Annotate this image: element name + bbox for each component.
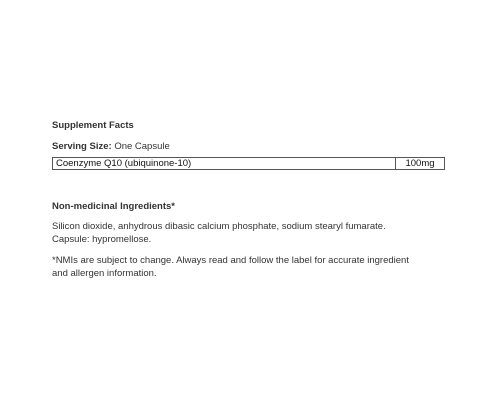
serving-size-value: One Capsule [114, 141, 170, 152]
nmi-disclaimer-note: *NMIs are subject to change. Always read and follow the label for accurate ingredient and allergen information. [52, 255, 409, 279]
supplement-info-section [52, 120, 452, 280]
non-medicinal-ingredients-text: Silicon dioxide, anhydrous dibasic calcium phosphate, sodium stearyl fumarate. Capsule: hypromellose. [52, 221, 386, 245]
serving-size-label: Serving Size: [52, 141, 112, 152]
ingredient-name-cell: Coenzyme Q10 (ubiquinone-10) [53, 158, 396, 170]
non-medicinal-heading: Non-medicinal Ingredients* [52, 201, 175, 212]
supplement-facts-heading: Supplement Facts [52, 120, 134, 131]
ingredient-amount-cell: 100mg [396, 158, 445, 170]
supplement-facts-table [52, 157, 445, 170]
serving-size [52, 141, 452, 153]
table-row [53, 158, 445, 170]
